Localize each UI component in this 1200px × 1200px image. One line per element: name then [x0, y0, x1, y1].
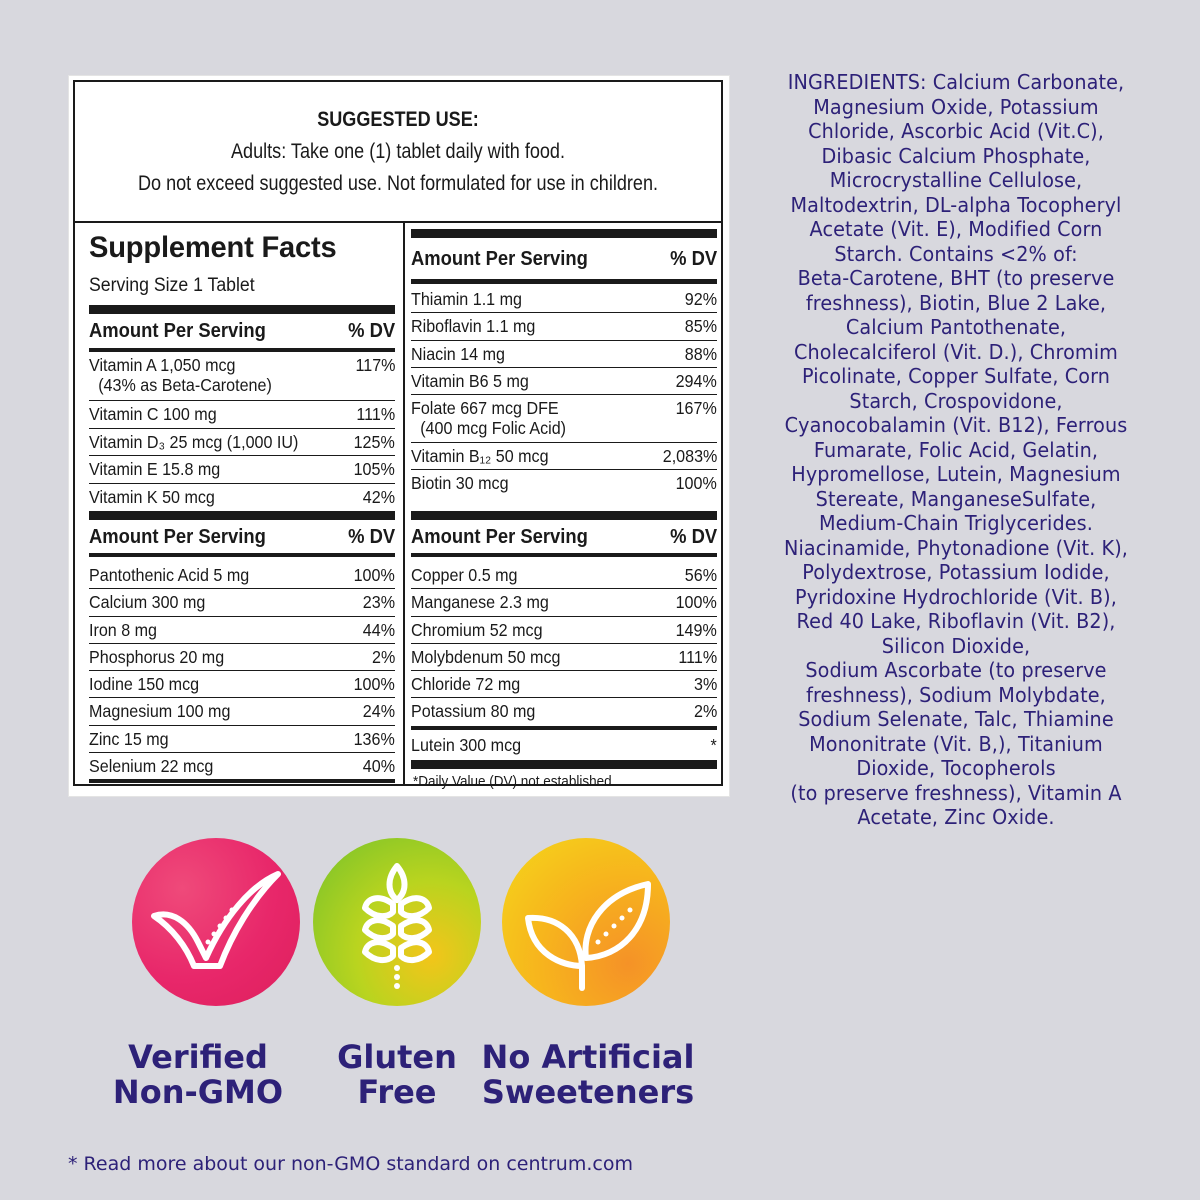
amount-header-row	[411, 245, 717, 273]
nutrient-name-text: Pantothenic Acid 5 mg	[89, 565, 250, 585]
nutrient-dv: 2%	[371, 646, 395, 667]
nutrient-dv: 149%	[675, 619, 717, 640]
nutrient-name	[411, 620, 543, 640]
nutrient-name-text: Calcium 300 mg	[89, 592, 206, 613]
nutrient-row	[411, 698, 717, 725]
nutrient-row	[89, 401, 395, 429]
nutrient-row-lutein	[411, 732, 717, 759]
suggested-use-title: SUGGESTED USE:	[317, 108, 479, 131]
badge-label-line: Sweeteners	[481, 1073, 695, 1111]
nutrient-dv: 111%	[356, 404, 395, 424]
ingredients-line: Cholecalciferol (Vit. D.), Chromim	[794, 339, 1118, 364]
dv-header: % DV	[669, 247, 717, 270]
nutrient-name: Lutein 300 mcg	[411, 735, 522, 755]
nutrient-name	[411, 473, 509, 493]
nutrient-name-text: Manganese 2.3 mg	[411, 592, 549, 613]
nutrient-row	[89, 698, 395, 725]
nutrient-row	[411, 589, 717, 616]
nutrient-dv: 92%	[684, 289, 717, 309]
ingredients-line: Hypromellose, Lutein, Magnesium	[791, 462, 1121, 486]
nutrient-dv: 42%	[362, 486, 395, 507]
gluten-free-label	[318, 1040, 476, 1110]
ingredients-line: (to preserve freshness), Vitamin A	[790, 780, 1122, 805]
nutrient-row	[411, 395, 717, 443]
ingredients-line: Mononitrate (Vit. B,), Titanium	[809, 731, 1103, 756]
nutrient-dv: 100%	[353, 674, 395, 695]
nutrient-list-b-vitamins	[411, 286, 717, 498]
medium-rule	[411, 726, 717, 730]
nutrient-dv: 136%	[353, 728, 395, 749]
nutrient-name	[89, 592, 205, 612]
nutrient-name	[411, 344, 505, 364]
ingredients-line: Starch, Crospovidone,	[849, 388, 1063, 413]
nutrient-row	[89, 726, 395, 753]
ingredients-line: Fumarate, Folic Acid, Gelatin,	[813, 437, 1099, 462]
nutrient-name	[89, 432, 298, 452]
supplement-facts-title: Supplement Facts	[89, 231, 337, 264]
nutrient-name-text: Riboflavin 1.1 mg	[411, 316, 536, 337]
nutrient-name-text: Magnesium 100 mg	[89, 701, 231, 722]
non-gmo-disclaimer: * Read more about our non-GMO standard on centrum.com	[68, 1153, 633, 1175]
nutrient-name-text: Iron 8 mg	[89, 619, 158, 640]
ingredients-line: Pyridoxine Hydrochloride (Vit. B),	[795, 584, 1117, 609]
nutrient-row	[89, 562, 395, 589]
nutrient-name	[89, 565, 249, 585]
dv-footnote: *Daily Value (DV) not established.	[413, 773, 616, 790]
no-artificial-sweeteners-label	[474, 1040, 702, 1110]
nutrient-name-text: Phosphorus 20 mg	[89, 646, 225, 667]
amount-header-row	[89, 317, 395, 345]
nutrient-row	[411, 313, 717, 340]
nutrient-dv: 85%	[684, 316, 717, 337]
nutrient-name-text: Vitamin E 15.8 mg	[89, 459, 221, 479]
ingredients-line: Polydextrose, Potassium Iodide,	[802, 560, 1110, 584]
suggested-use-section	[75, 82, 721, 223]
nutrient-row	[89, 671, 395, 698]
nutrient-row	[89, 617, 395, 644]
nutrient-row	[411, 470, 717, 497]
amount-header: Amount Per Serving	[411, 525, 588, 548]
ingredients-line: Microcrystalline Cellulose,	[829, 168, 1083, 192]
ingredients-line: Maltodextrin, DL-alpha Tocopheryl	[790, 192, 1122, 217]
ingredients-line: Beta-Carotene, BHT (to preserve	[797, 266, 1115, 290]
nutrient-name-text: Vitamin A 1,050 mcg	[89, 355, 236, 375]
nutrient-dv: 100%	[675, 592, 717, 613]
nutrient-dv: 100%	[353, 565, 395, 585]
nutrient-name	[411, 674, 520, 694]
nutrient-name-text: Potassium 80 mg	[411, 701, 536, 722]
ingredients-line: Medium-Chain Triglycerides.	[819, 511, 1093, 535]
nutrient-subtext: (400 mcg Folic Acid)	[420, 418, 567, 439]
thick-rule	[89, 511, 395, 520]
gluten-free-badge	[313, 838, 481, 1006]
nutrient-name-text: Chloride 72 mg	[411, 674, 521, 695]
ingredients-line: Niacinamide, Phytonadione (Vit. K),	[783, 535, 1129, 560]
dv-header: % DV	[347, 525, 395, 548]
leaves-icon	[502, 838, 670, 1006]
nutrient-name-text: Biotin 30 mcg	[411, 473, 509, 494]
ingredients-line: Dioxide, Tocopherols	[856, 756, 1056, 780]
nutrient-name	[89, 355, 272, 395]
nutrient-name-text: Copper 0.5 mg	[411, 565, 518, 585]
nutrient-dv: *	[710, 735, 717, 755]
nutrient-list-trace-minerals	[411, 562, 717, 726]
nutrient-row	[89, 352, 395, 401]
nutrient-subtext: (43% as Beta-Carotene)	[98, 375, 272, 395]
nutrient-list-minerals	[89, 562, 395, 780]
nutrient-name-text: Niacin 14 mg	[411, 343, 505, 364]
nutrient-dv: 88%	[684, 343, 717, 364]
nutrient-dv: 40%	[362, 756, 395, 777]
nutrient-dv: 2,083%	[662, 446, 717, 467]
ingredients-line: Dibasic Calcium Phosphate,	[821, 143, 1091, 168]
ingredients-line: freshness), Sodium Molybdate,	[806, 682, 1106, 707]
ingredients-line: Sodium Selenate, Talc, Thiamine	[798, 707, 1114, 731]
ingredients-line: Red 40 Lake, Riboflavin (Vit. B2),	[796, 609, 1116, 633]
nutrient-name-text: Vitamin B₁₂ 50 mcg	[411, 446, 549, 467]
nutrient-dv: 167%	[675, 398, 717, 419]
supplement-label-panel	[68, 75, 730, 797]
badge-label-line: No Artificial	[481, 1038, 695, 1076]
ingredients-line: Sodium Ascorbate (to preserve	[805, 658, 1107, 682]
thick-rule	[411, 511, 717, 520]
nutrient-row	[411, 286, 717, 313]
medium-rule	[411, 553, 717, 557]
ingredients-line: Picolinate, Copper Sulfate, Corn	[801, 364, 1110, 388]
serving-size: Serving Size 1 Tablet	[89, 275, 255, 296]
bottom-rule	[89, 779, 395, 783]
nutrient-name-text: Vitamin K 50 mcg	[89, 486, 215, 507]
nutrient-name	[411, 565, 518, 585]
nutrient-name	[89, 487, 215, 507]
ingredients-line: Calcium Pantothenate,	[845, 315, 1067, 339]
nutrient-name	[89, 459, 220, 479]
nutrient-name	[411, 398, 566, 438]
nutrient-name	[89, 674, 199, 694]
non-gmo-badge	[132, 838, 300, 1006]
dv-header: % DV	[669, 525, 717, 548]
nutrient-dv: 3%	[693, 674, 717, 695]
nutrient-name-text: Thiamin 1.1 mg	[411, 289, 522, 309]
nutrient-name	[411, 701, 535, 721]
nutrient-name-text: Vitamin C 100 mg	[89, 404, 217, 424]
medium-rule	[411, 279, 717, 284]
nutrient-name-text: Molybdenum 50 mcg	[411, 646, 561, 667]
ingredients-line: Cyanocobalamin (Vit. B12), Ferrous	[784, 413, 1128, 437]
ingredients-line: Acetate, Zinc Oxide.	[857, 805, 1055, 829]
no-artificial-sweeteners-badge	[502, 838, 670, 1006]
nutrient-dv: 100%	[675, 473, 717, 494]
supplement-label	[73, 80, 723, 790]
nutrient-name	[89, 404, 217, 424]
badge-label-line: Free	[357, 1073, 437, 1111]
nutrient-row	[89, 456, 395, 484]
amount-header-row	[411, 523, 717, 551]
dv-header: % DV	[347, 319, 395, 342]
nutrient-dv: 117%	[355, 355, 395, 375]
medium-rule	[89, 553, 395, 557]
amount-header: Amount Per Serving	[89, 525, 266, 548]
nutrient-name-text: Folate 667 mcg DFE	[411, 398, 559, 419]
checkmark-icon	[132, 838, 300, 1006]
badge-label-line: Verified	[128, 1038, 268, 1076]
amount-header: Amount Per Serving	[411, 247, 588, 270]
ingredients-line: Starch. Contains <2% of:	[834, 241, 1078, 266]
nutrient-row	[411, 562, 717, 589]
nutrient-name-text: Chromium 52 mcg	[411, 619, 543, 640]
nutrient-name-text: Vitamin B6 5 mg	[411, 370, 529, 391]
nutrient-row	[411, 617, 717, 644]
nutrient-row	[411, 341, 717, 368]
nutrient-name	[89, 647, 224, 667]
wheat-icon	[313, 838, 481, 1006]
thick-rule	[89, 305, 395, 314]
thick-rule	[411, 229, 717, 238]
nutrient-row	[411, 368, 717, 395]
ingredients-line: Chloride, Ascorbic Acid (Vit.C),	[808, 119, 1104, 143]
ingredients-list	[752, 70, 1160, 830]
nutrient-dv: 44%	[362, 619, 395, 640]
nutrient-dv: 294%	[675, 370, 717, 391]
nutrient-row	[89, 589, 395, 616]
nutrient-name	[411, 289, 522, 309]
ingredients-line: Silicon Dioxide,	[881, 633, 1031, 658]
nutrient-name	[89, 756, 213, 776]
nutrient-name	[411, 446, 549, 466]
nutrient-dv: 105%	[353, 459, 395, 479]
badge-label-line: Gluten	[337, 1038, 457, 1076]
nutrient-name	[411, 647, 560, 667]
badge-label-line: Non-GMO	[112, 1073, 284, 1111]
nutrient-dv: 24%	[362, 701, 395, 722]
nutrient-name-text: Vitamin D₃ 25 mcg (1,000 IU)	[89, 431, 299, 452]
nutrient-dv: 56%	[684, 565, 717, 585]
nutrient-name	[411, 371, 529, 391]
nutrient-row	[411, 443, 717, 470]
ingredients-line: Stereate, ManganeseSulfate,	[815, 486, 1097, 511]
nutrient-list-vitamins	[89, 352, 395, 511]
column-divider	[403, 223, 405, 786]
nutrient-name	[89, 729, 169, 749]
lutein-row-wrap	[411, 732, 717, 759]
nutrient-dv: 23%	[362, 592, 395, 613]
nutrient-row	[89, 753, 395, 780]
nutrient-row	[411, 644, 717, 671]
nutrient-row	[89, 429, 395, 457]
non-gmo-label	[96, 1040, 300, 1110]
nutrient-dv: 111%	[678, 646, 717, 667]
nutrient-dv: 125%	[353, 431, 395, 452]
nutrient-row	[411, 671, 717, 698]
nutrient-name	[411, 592, 549, 612]
amount-header-row	[89, 523, 395, 551]
nutrient-name	[89, 620, 157, 640]
nutrient-name-text: Iodine 150 mcg	[89, 674, 200, 695]
nutrient-name	[411, 316, 535, 336]
amount-header: Amount Per Serving	[89, 319, 266, 342]
nutrient-name	[89, 701, 230, 721]
suggested-use-line-2: Do not exceed suggested use. Not formulated for use in children.	[137, 172, 659, 195]
suggested-use-line-1: Adults: Take one (1) tablet daily with food.	[231, 140, 565, 163]
ingredients-line: INGREDIENTS: Calcium Carbonate,	[787, 70, 1125, 94]
nutrient-name-text: Selenium 22 mcg	[89, 756, 214, 777]
nutrient-row	[89, 484, 395, 512]
nutrient-row	[89, 644, 395, 671]
ingredients-line: freshness), Biotin, Blue 2 Lake,	[805, 290, 1107, 315]
nutrient-name-text: Zinc 15 mg	[89, 728, 169, 749]
nutrient-dv: 2%	[693, 701, 717, 722]
thick-rule	[411, 760, 717, 769]
ingredients-line: Acetate (Vit. E), Modified Corn	[809, 217, 1103, 241]
ingredients-line: Magnesium Oxide, Potassium	[813, 94, 1099, 119]
